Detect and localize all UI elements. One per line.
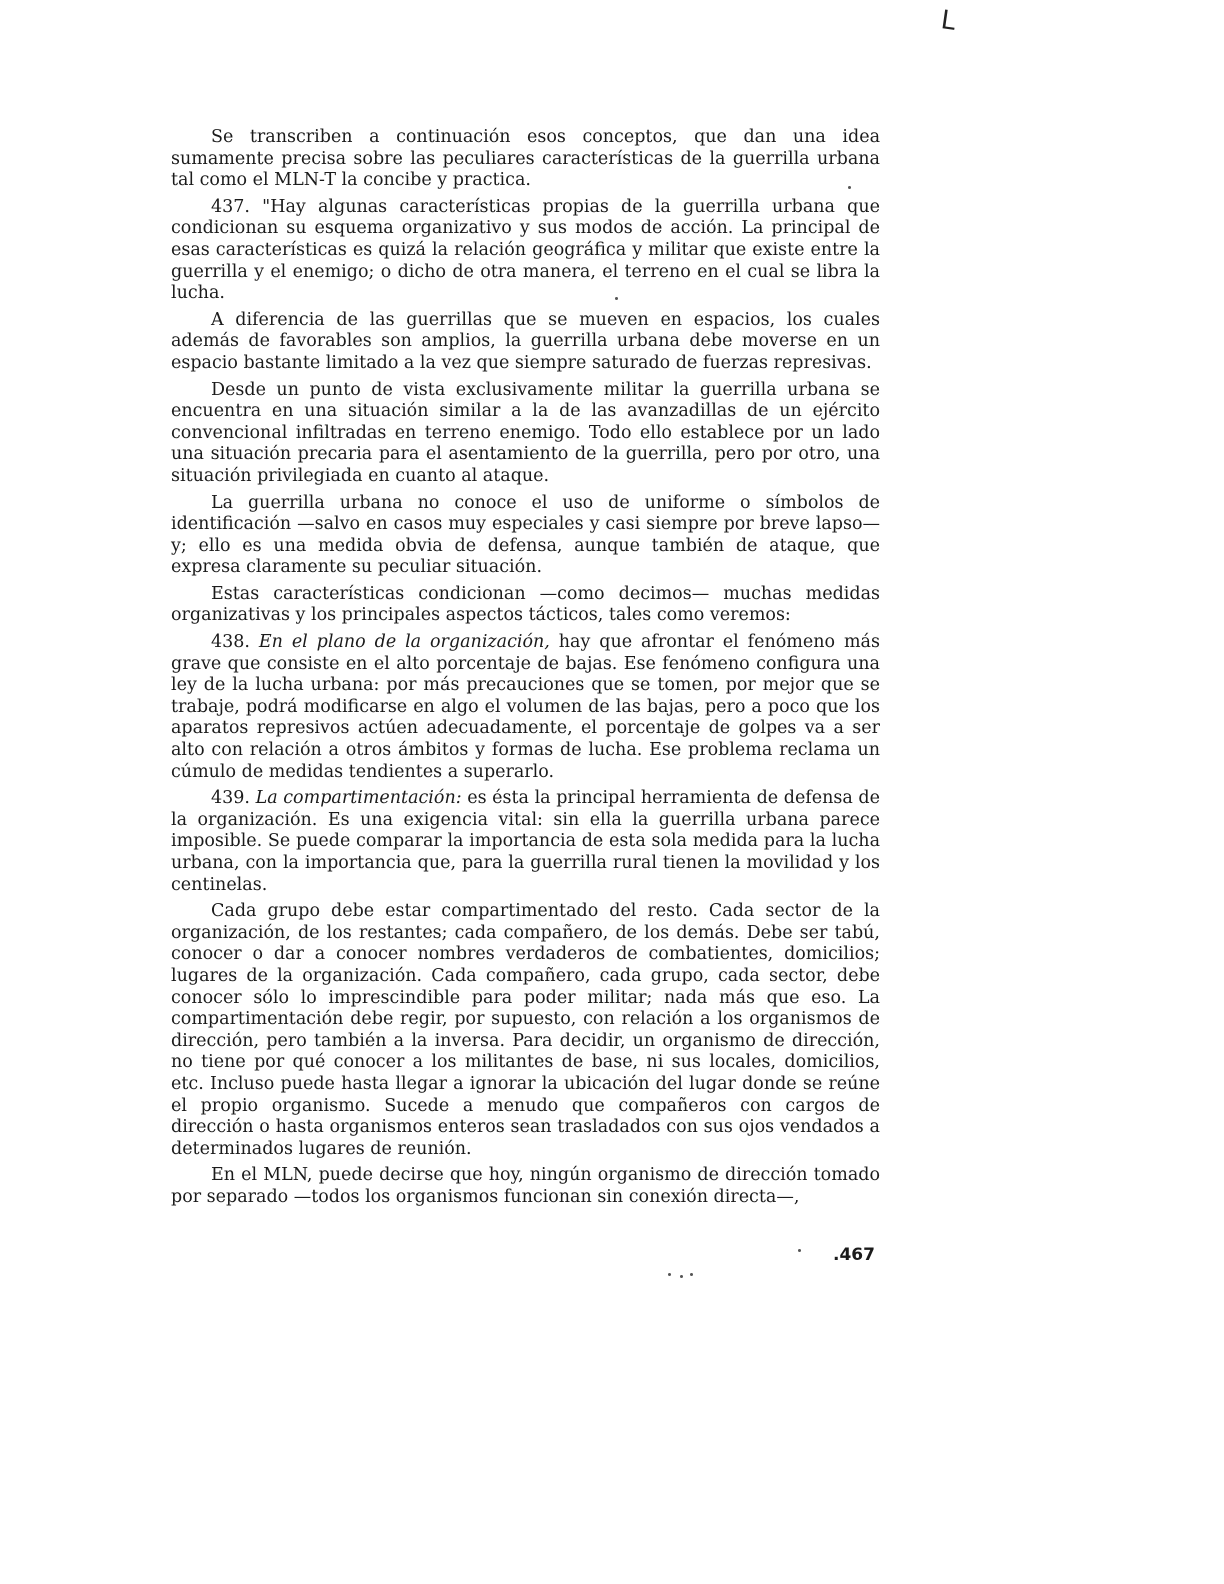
paragraph-438 [171,632,880,783]
paragraph-compartment: Cada grupo debe estar compartimentado del resto. Cada sector de la organización, de los restantes; cada compañero, de los demás. Debe ser tabú, conocer o dar a conocer nombres verdaderos de combatientes, domicilios; lugares de la organización. Cada compañero, cada grupo, cada sector, debe conocer sólo lo imprescindible para poder militar; nada más que eso. La compartimentación debe regir, por supuesto, con relación a los organismos de dirección, pero también a la inversa. Para decidir, un organismo de dirección, no tiene por qué conocer a los militantes de base, ni sus locales, domicilios, etc. Incluso puede hasta llegar a ignorar la ubicación del lugar donde se reúne el propio organismo. Sucede a menudo que compañeros con cargos de dirección o hasta organismos enteros sean trasladados con sus ojos vendados a determinados lugares de reunión. [171,901,880,1159]
paragraph-text: es ésta la principal herramienta de defensa de la organización. Es una exigencia vital: sin ella la guerrilla urbana parece imposible. Se puede comparar la importancia de esta sola medida para la lucha urbana, con la importancia que, para la guerrilla rural tienen la movilidad y los centinelas. [171,788,880,895]
paragraph-number: 439. [211,788,250,809]
scan-speck [690,1273,693,1276]
paragraph-mln: En el MLN, puede decirse que hoy, ningún organismo de dirección tomado por separado —todos los organismos funcionan sin conexión directa—, [171,1165,880,1207]
paragraph-number: 438. [211,632,250,653]
paragraph-military-view: Desde un punto de vista exclusivamente militar la guerrilla urbana se encuentra en una situación similar a la de las avanzadillas de un ejército convencional infiltradas en terreno enemigo. Todo ello establece por un lado una situación precaria para el asentamiento de la guerrilla, pero por otro, una situación privilegiada en cuanto al ataque. [171,379,880,486]
scan-speck [848,186,851,189]
page-number: .467 [833,1245,875,1265]
paragraph-intro: Se transcriben a continuación esos conceptos, que dan una idea sumamente precisa sobre las peculiares características de la guerrilla urbana tal como el MLN-T la concibe y practica. [171,127,880,191]
scan-speck [798,1249,801,1252]
italic-heading: La compartimentación: [255,788,462,809]
paragraph-text: hay que afrontar el fenómeno más grave que consiste en el alto porcentaje de bajas. Ese fenómeno configura una ley de la lucha urbana: por más precauciones que se tomen, por mejor que se trabaje, podrá modificarse en algo el volumen de las bajas, pero a poco que los aparatos represivos actúen adecuadamente, el porcentaje de golpes va a ser alto con relación a otros ámbitos y formas de lucha. Ese problema reclama un cúmulo de medidas tendientes a superarlo. [171,632,880,782]
scan-speck [680,1275,683,1278]
scan-speck [615,297,618,300]
paragraph-439 [171,788,880,896]
corner-mark: L [938,5,958,37]
page-body [171,127,880,1214]
paragraph-spaces: A diferencia de las guerrillas que se mueven en espacios, los cuales además de favorables son amplios, la guerrilla urbana debe moverse en un espacio bastante limitado a la vez que siempre saturado de fuerzas represivas. [171,309,880,373]
paragraph-437: 437. "Hay algunas características propias de la guerrilla urbana que condicionan su esquema organizativo y sus modos de acción. La principal de esas características es quizá la relación geográfica y militar que existe entre la guerrilla y el enemigo; o dicho de otra manera, el terreno en el cual se libra la lucha. [171,196,880,304]
scan-speck [668,1273,671,1276]
paragraph-uniform: La guerrilla urbana no conoce el uso de uniforme o símbolos de identificación —salvo en casos muy especiales y casi siempre por breve lapso— y; ello es una medida obvia de defensa, aunque también de ataque, que expresa claramente su peculiar situación. [171,492,880,578]
paragraph-conditions: Estas características condicionan —como decimos— muchas medidas organizativas y los principales aspectos tácticos, tales como veremos: [171,583,880,626]
italic-heading: En el plano de la organización, [258,632,550,653]
